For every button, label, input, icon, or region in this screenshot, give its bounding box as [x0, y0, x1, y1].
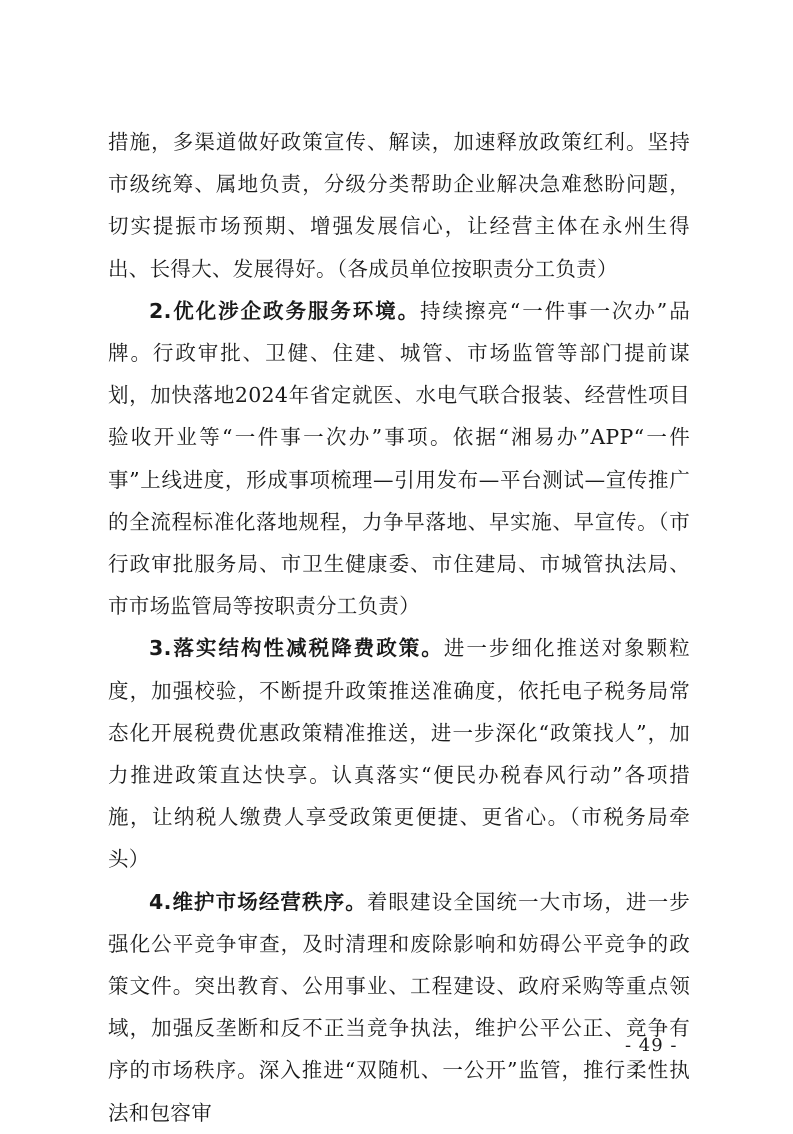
paragraph-4-text: 着眼建设全国统一大市场，进一步强化公平竞争审查，及时清理和废除影响和妨碍公平竞争的政策文件。突出教育、公用事业、工程建设、政府采购等重点领域，加强反垄断和反不正当竞争执法，维护公平公正、竞争有序的市场秩序。深入推进“双随机、一公开”监管，推行柔性执法和包容审 [108, 889, 690, 1125]
paragraph-1-text: 措施，多渠道做好政策宣传、解读，加速释放政策红利。坚持市级统筹、属地负责，分级分类帮助企业解决急难愁盼问题，切实提振市场预期、增强发展信心，让经营主体在永州生得出、长得大、发展得好。（各成员单位按职责分工负责） [108, 130, 690, 281]
paragraph-1 [108, 121, 690, 290]
paragraph-2 [108, 290, 690, 628]
document-body [108, 121, 690, 1134]
paragraph-3 [108, 627, 690, 880]
paragraph-3-heading: 3.落实结构性减税降费政策。 [149, 636, 444, 661]
page-number: - 49 - [625, 1035, 678, 1056]
paragraph-4 [108, 881, 690, 1134]
paragraph-2-text: 持续擦亮“一件事一次办”品牌。行政审批、卫健、住建、城管、市场监管等部门提前谋划，加快落地2024年省定就医、水电气联合报装、经营性项目验收开业等“一件事一次办”事项。依据“湘易办”APP“一件事”上线进度，形成事项梳理—引用发布—平台测试—宣传推广的全流程标准化落地规程，力争早落地、早实施、早宣传。（市行政审批服务局、市卫生健康委、市住建局、市城管执法局、市市场监管局等按职责分工负责） [108, 298, 690, 619]
paragraph-4-heading: 4.维护市场经营秩序。 [149, 889, 367, 914]
paragraph-3-text: 进一步细化推送对象颗粒度，加强校验，不断提升政策推送准确度，依托电子税务局常态化开展税费优惠政策精准推送，进一步深化“政策找人”，加力推进政策直达快享。认真落实“便民办税春风行动”各项措施，让纳税人缴费人享受政策更便捷、更省心。（市税务局牵头） [108, 636, 690, 872]
paragraph-2-heading: 2.优化涉企政务服务环境。 [149, 298, 421, 323]
